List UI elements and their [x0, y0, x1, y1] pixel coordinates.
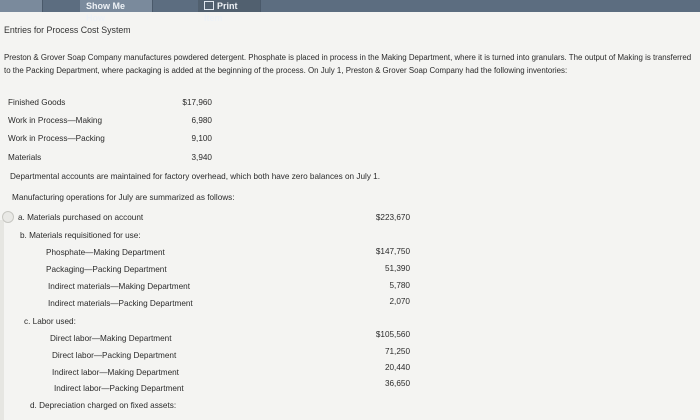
- item-b-row-value: $147,750: [375, 247, 410, 256]
- operations-note: Manufacturing operations for July are summarized as follows:: [12, 193, 235, 202]
- item-b-row-label: Indirect materials—Packing Department: [48, 299, 193, 308]
- item-a-value: $223,670: [375, 213, 410, 222]
- item-b-row-label: Indirect materials—Making Department: [48, 282, 190, 291]
- item-c-row-label: Indirect labor—Making Department: [52, 368, 179, 377]
- item-b-row-label: Packaging—Packing Department: [46, 265, 167, 274]
- inventory-value: 9,100: [191, 134, 212, 143]
- item-c-row-value: $105,560: [375, 330, 410, 339]
- item-c-row-value: 36,650: [384, 379, 410, 388]
- inventory-value: 3,940: [191, 153, 212, 162]
- item-c-row-label: Direct labor—Making Department: [50, 334, 172, 343]
- item-b-row-label: Phosphate—Making Department: [46, 248, 165, 257]
- item-c-row-label: Direct labor—Packing Department: [52, 351, 177, 360]
- inventory-label: Work in Process—Packing: [8, 134, 105, 143]
- item-a-label: a. Materials purchased on account: [18, 213, 144, 222]
- problem-intro: Preston & Grover Soap Company manufactures powdered detergent. Phosphate is placed in process in the Making Department, where it is turned into granulars. The output of Making is transferred to the Packing Department, where packaging is added at the beginning of the process. On July 1, Preston & Grover Soap Company had the following inventories:: [4, 53, 692, 75]
- item-b-label: b. Materials requisitioned for use:: [20, 231, 141, 240]
- inventory-value: $17,960: [182, 98, 212, 107]
- overhead-note: Departmental accounts are maintained for factory overhead, which both have zero balances on July 1.: [10, 172, 381, 181]
- item-c-label: c. Labor used:: [24, 317, 76, 326]
- item-bullet: [2, 211, 14, 223]
- item-d-label: d. Depreciation charged on fixed assets:: [30, 401, 177, 410]
- page-title: Entries for Process Cost System: [4, 25, 131, 35]
- item-b-row-value: 51,390: [384, 264, 410, 273]
- item-b-row-value: 5,780: [389, 281, 410, 290]
- left-margin-strip: [0, 220, 4, 420]
- print-item-button[interactable]: [198, 0, 261, 23]
- print-item-label: Print Item: [204, 1, 238, 23]
- inventory-label: Work in Process—Making: [8, 116, 103, 125]
- item-c-row-label: Indirect labor—Packing Department: [54, 384, 184, 393]
- show-me-how-button[interactable]: Show Me How: [80, 0, 153, 12]
- inventory-label: Finished Goods: [8, 98, 66, 107]
- toolbar: [0, 0, 700, 23]
- toolbar-button-1[interactable]: [0, 0, 43, 12]
- item-c-row-value: 71,250: [384, 347, 410, 356]
- inventory-value: 6,980: [191, 116, 212, 125]
- item-c-row-value: 20,440: [384, 363, 410, 372]
- inventory-label: Materials: [8, 153, 42, 162]
- item-b-row-value: 2,070: [389, 297, 410, 306]
- print-icon: [204, 1, 214, 10]
